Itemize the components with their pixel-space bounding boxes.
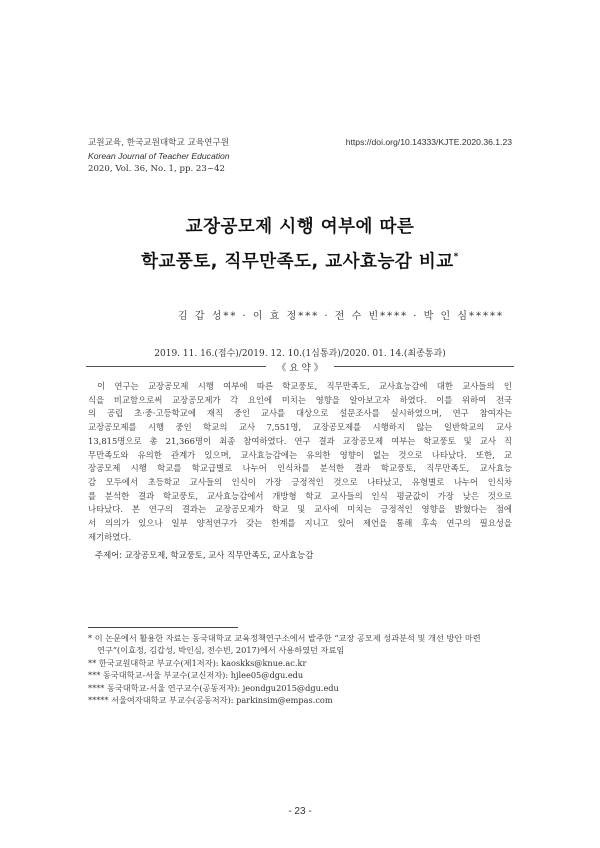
abstract-heading-row — [86, 360, 514, 374]
abstract-rule-right — [334, 366, 514, 367]
journal-header — [88, 137, 230, 176]
abstract-line: 제기하였다. — [88, 531, 132, 542]
abstract-rule-left — [86, 366, 266, 367]
abstract-line: 나타났다. 본 연구의 결과는 교장공모제가 학교 및 교사에 미치는 긍정적인 영향을 밝혔다는 점에 — [88, 504, 512, 515]
abstract-line: 13,815명으로 총 21,366명이 최종 참여하였다. 연구 결과 교장공모제 여부는 학교풍토 및 교사 직 — [88, 435, 512, 446]
journal-name-kr: 교원교육, 한국교원대학교 교육연구원 — [88, 138, 230, 148]
title-footnote-mark: * — [453, 252, 459, 262]
journal-name-en: Korean Journal of Teacher Education — [88, 151, 230, 161]
abstract-line: 서 의의가 있으나 일부 양적연구가 갖는 한계를 지니고 있어 제언을 통해 후속 연구의 필요성을 — [88, 518, 512, 529]
footnote-funding: * 이 논문에서 활용한 자료는 동국대학교 교육정책연구소에서 발주한 “교장 공모제 성과분석 및 개선 방안 마련 — [88, 633, 481, 643]
abstract-paragraph — [88, 380, 512, 544]
abstract-line: 의 공립 초·중·고등학교에 재직 중인 교사를 대상으로 설문조사를 실시하였으며, 연구 참여자는 — [88, 408, 512, 419]
page-number: - 23 - — [288, 806, 312, 817]
footnote-author-4: ***** 서울여자대학교 부교수(공동저자): parkinsim@empas.com — [88, 695, 333, 706]
abstract-line: 장공모제 시행 학교를 학교급별로 나누어 인식차를 분석한 결과 학교풍토, 직무만족도, 교사효능 — [88, 463, 512, 474]
title-line-1: 교장공모제 시행 여부에 따른 — [185, 217, 415, 237]
title-line-2: 학교풍토, 직무만족도, 교사효능감 비교* — [141, 252, 459, 272]
keywords: 주제어: 교장공모제, 학교풍토, 교사 직무만족도, 교사효능감 — [95, 550, 314, 560]
abstract-line: 감 모두에서 초등학교 교사들의 인식이 가장 긍정적인 것으로 나타났고, 유형별로 나누어 인식차 — [88, 476, 512, 487]
doi-link[interactable]: https://doi.org/10.14333/KJTE.2020.36.1.23 — [345, 137, 512, 147]
abstract-line: 식을 비교함으로써 교장공모제가 각 요인에 미치는 영향을 알아보고자 하였다. 이를 위하여 전국 — [88, 394, 512, 405]
footnote-author-3: **** 동국대학교-서울 연구교수(공동저자): jeondgu2015@dgu.edu — [88, 682, 339, 693]
abstract-line: 이 연구는 교장공모제 시행 여부에 따른 학교풍토, 직무만족도, 교사효능감에 대한 교사들의 인 — [97, 381, 512, 391]
paper-title — [0, 212, 600, 277]
abstract-line: 무만족도와 유의한 관계가 있으며, 교사효능감에는 유의한 영향이 없는 것으로 나타났다. 또한, 교 — [88, 449, 512, 460]
abstract-line: 교장공모제를 시행 중인 학교의 교사 7,551명, 교장공모제를 시행하지 않는 일반학교의 교사 — [88, 422, 512, 433]
journal-issue: 2020, Vol. 36, No. 1, pp. 23~42 — [88, 164, 226, 174]
footnote-author-2: *** 동국대학교-서울 부교수(교신저자): hjlee05@dgu.edu — [88, 670, 304, 681]
footnote-funding-cont: 연구”(이효정, 김갑성, 박인심, 전수빈, 2017)에서 사용하였던 자료임 — [97, 645, 345, 656]
abstract-heading: 《 요 약 》 — [276, 363, 324, 374]
footnotes — [88, 632, 528, 706]
submission-dates: 2019. 11. 16.(접수)/2019. 12. 10.(1심통과)/2020. 01. 14.(최종통과) — [154, 349, 446, 359]
abstract-line: 를 분석한 결과 학교풍토, 교사효능감에서 개방형 학교 교사들의 인식 평균값이 가장 낮은 것으로 — [88, 490, 512, 501]
footnote-author-1: ** 한국교원대학교 부교수(제1저자): kaoskks@knue.ac.kr — [88, 657, 307, 668]
abstract-body — [88, 380, 512, 544]
footnote-divider — [88, 627, 238, 628]
author-list: 김 갑 성** · 이 효 정*** · 전 수 빈**** · 박 인 심***** — [178, 311, 504, 322]
